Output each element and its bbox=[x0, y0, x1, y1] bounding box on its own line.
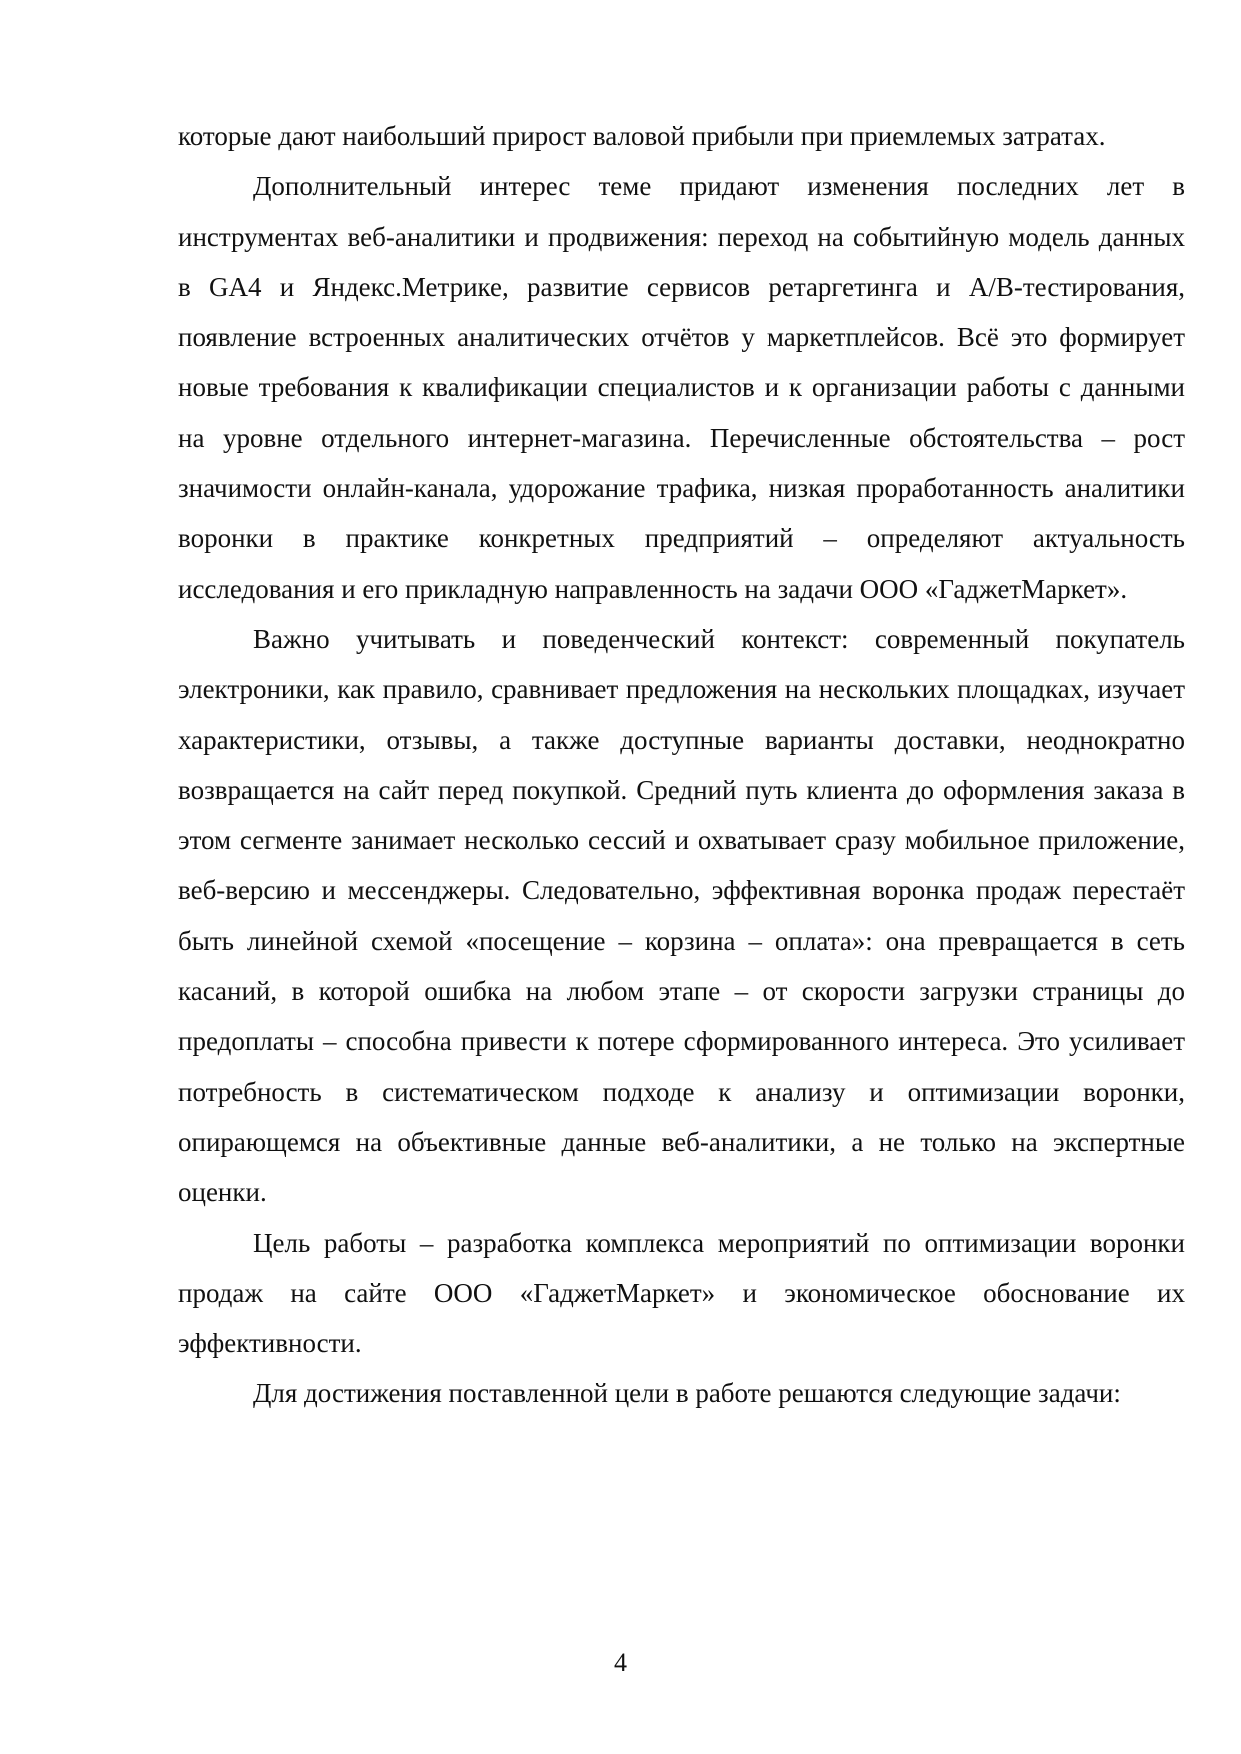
paragraph-goal: Цель работы – разработка комплекса мероприятий по оптимизации воронки продаж на сайте ООО «ГаджетМаркет» и экономическое обоснование их эффективности. bbox=[178, 1227, 1185, 1359]
paragraph-behavioral-context: Важно учитывать и поведенческий контекст: современный покупатель электроники, как правило, сравнивает предложения на нескольких площадках, изучает характеристики, отзывы, а также доступные варианты доставки, неоднократно возвращается на сайт перед покупкой. Средний путь клиента до оформления заказа в этом сегменте занимает несколько сессий и охватывает сразу мобильное приложение, веб-версию и мессенджеры. Следовательно, эффективная воронка продаж перестаёт быть линейной схемой «посещение – корзина – оплата»: она превращается в сеть касаний, в которой ошибка на любом этапе – от скорости загрузки страницы до предоплаты – способна привести к потере сформированного интереса. Это усиливает потребность в систематическом подходе к анализу и оптимизации воронки, опирающемся на объективные данные веб-аналитики, а не только на экспертные оценки. bbox=[178, 623, 1185, 1208]
body-text bbox=[178, 111, 1185, 1419]
page-number: 4 bbox=[614, 1648, 627, 1677]
paragraph-analytics-tools: Дополнительный интерес теме придают изменения последних лет в инструментах веб-аналитики и продвижения: переход на событийную модель данных в GA4 и Яндекс.Метрике, развитие сервисов ретаргетинга и A/B-тестирования, появление встроенных аналитических отчётов у маркетплейсов. Всё это формирует новые требования к квалификации специалистов и к организации работы с данными на уровне отдельного интернет-магазина. Перечисленные обстоятельства – рост значимости онлайн-канала, удорожание трафика, низкая проработанность аналитики воронки в практике конкретных предприятий – определяют актуальность исследования и его прикладную направленность на задачи ООО «ГаджетМаркет». bbox=[178, 171, 1185, 604]
paragraph-continuation: которые дают наибольший прирост валовой прибыли при приемлемых затратах. bbox=[178, 121, 1106, 151]
paragraph-tasks-intro: Для достижения поставленной цели в работе решаются следующие задачи: bbox=[253, 1378, 1121, 1409]
